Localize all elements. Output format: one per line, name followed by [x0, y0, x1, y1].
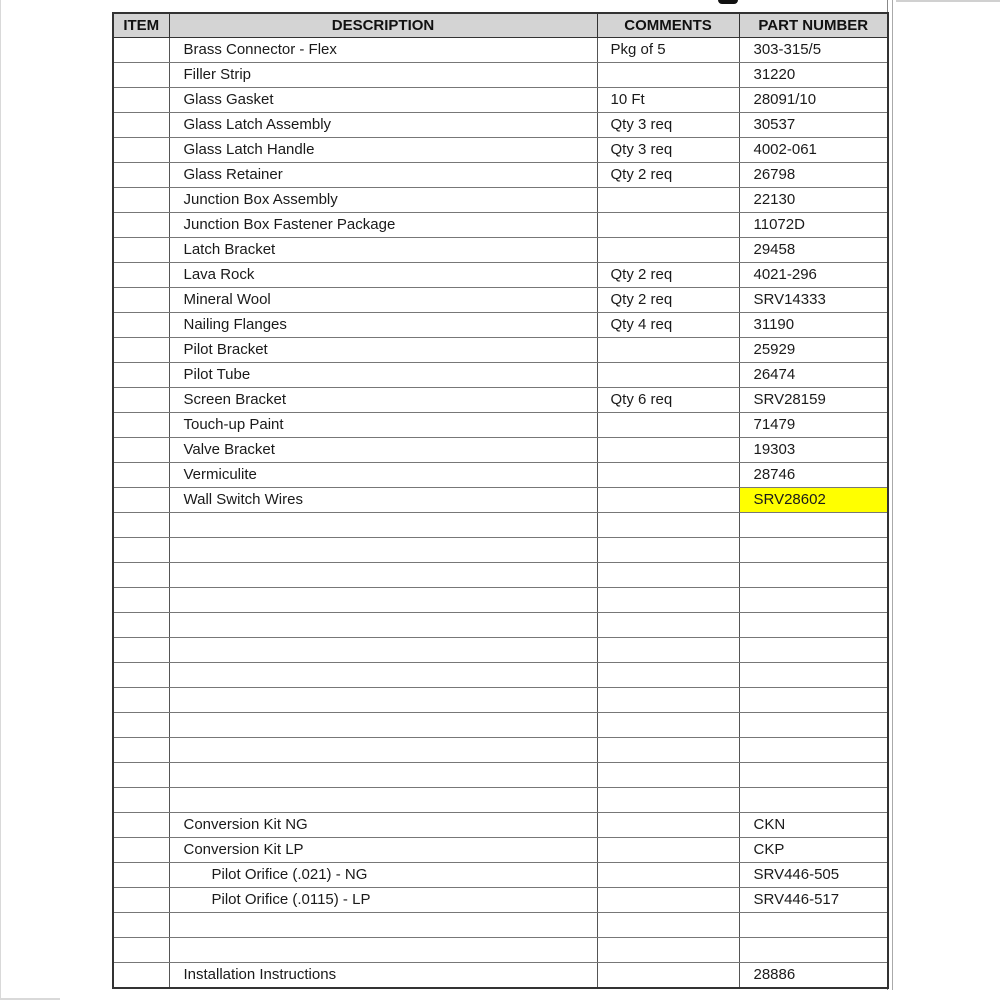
- comments-cell: [597, 638, 739, 663]
- description-cell: Mineral Wool: [169, 288, 597, 313]
- description-cell: Pilot Bracket: [169, 338, 597, 363]
- table-row: [113, 113, 888, 138]
- part-number-cell: [739, 638, 888, 663]
- description-cell: Conversion Kit NG: [169, 813, 597, 838]
- table-row: [113, 463, 888, 488]
- header-description: DESCRIPTION: [169, 13, 597, 38]
- description-cell: [169, 538, 597, 563]
- table-row: [113, 938, 888, 963]
- item-cell: [113, 463, 169, 488]
- item-cell: [113, 513, 169, 538]
- item-cell: [113, 313, 169, 338]
- item-cell: [113, 813, 169, 838]
- part-number-cell: 303-315/5: [739, 38, 888, 63]
- table-row: [113, 888, 888, 913]
- comments-cell: [597, 863, 739, 888]
- description-cell: Latch Bracket: [169, 238, 597, 263]
- item-cell: [113, 238, 169, 263]
- description-cell: [169, 588, 597, 613]
- comments-cell: [597, 813, 739, 838]
- part-number-cell: 28091/10: [739, 88, 888, 113]
- description-cell: Nailing Flanges: [169, 313, 597, 338]
- comments-cell: Qty 2 req: [597, 288, 739, 313]
- comments-cell: [597, 413, 739, 438]
- item-cell: [113, 363, 169, 388]
- comments-cell: [597, 213, 739, 238]
- table-row: [113, 963, 888, 989]
- table-row: [113, 338, 888, 363]
- part-number-cell: SRV28602: [739, 488, 888, 513]
- comments-cell: [597, 713, 739, 738]
- item-cell: [113, 913, 169, 938]
- description-cell: [169, 788, 597, 813]
- item-cell: [113, 138, 169, 163]
- table-row: [113, 88, 888, 113]
- item-cell: [113, 63, 169, 88]
- comments-cell: [597, 788, 739, 813]
- item-cell: [113, 163, 169, 188]
- comments-cell: [597, 563, 739, 588]
- description-cell: Brass Connector - Flex: [169, 38, 597, 63]
- description-cell: [169, 563, 597, 588]
- comments-cell: Qty 3 req: [597, 113, 739, 138]
- item-cell: [113, 663, 169, 688]
- part-number-cell: [739, 588, 888, 613]
- description-cell: Pilot Orifice (.0115) - LP: [169, 888, 597, 913]
- part-number-cell: SRV14333: [739, 288, 888, 313]
- comments-cell: [597, 738, 739, 763]
- item-cell: [113, 763, 169, 788]
- description-cell: [169, 938, 597, 963]
- item-cell: [113, 213, 169, 238]
- header-item: ITEM: [113, 13, 169, 38]
- table-row: [113, 188, 888, 213]
- table-row: [113, 488, 888, 513]
- item-cell: [113, 263, 169, 288]
- table-row: [113, 263, 888, 288]
- comments-cell: [597, 913, 739, 938]
- comments-cell: [597, 888, 739, 913]
- part-number-cell: [739, 513, 888, 538]
- description-cell: [169, 688, 597, 713]
- description-cell: Wall Switch Wires: [169, 488, 597, 513]
- comments-cell: [597, 513, 739, 538]
- description-cell: Glass Gasket: [169, 88, 597, 113]
- description-cell: Vermiculite: [169, 463, 597, 488]
- part-number-cell: 31220: [739, 63, 888, 88]
- comments-cell: [597, 463, 739, 488]
- part-number-cell: [739, 788, 888, 813]
- description-cell: Filler Strip: [169, 63, 597, 88]
- part-number-cell: 29458: [739, 238, 888, 263]
- table-row: [113, 788, 888, 813]
- description-cell: Valve Bracket: [169, 438, 597, 463]
- part-number-cell: [739, 688, 888, 713]
- item-cell: [113, 863, 169, 888]
- comments-cell: [597, 538, 739, 563]
- part-number-cell: [739, 713, 888, 738]
- part-number-cell: [739, 563, 888, 588]
- table-row: [113, 588, 888, 613]
- part-number-cell: [739, 538, 888, 563]
- item-cell: [113, 713, 169, 738]
- part-number-cell: 22130: [739, 188, 888, 213]
- table-row: [113, 413, 888, 438]
- table-row: [113, 613, 888, 638]
- item-cell: [113, 488, 169, 513]
- table-row: [113, 763, 888, 788]
- adjacent-header-edge: [896, 0, 1000, 2]
- description-cell: [169, 513, 597, 538]
- part-number-cell: 25929: [739, 338, 888, 363]
- comments-cell: Pkg of 5: [597, 38, 739, 63]
- description-cell: Conversion Kit LP: [169, 838, 597, 863]
- description-cell: Installation Instructions: [169, 963, 597, 989]
- table-row: [113, 713, 888, 738]
- description-cell: Glass Retainer: [169, 163, 597, 188]
- part-number-cell: [739, 613, 888, 638]
- part-number-cell: 71479: [739, 413, 888, 438]
- item-cell: [113, 38, 169, 63]
- description-cell: [169, 763, 597, 788]
- item-cell: [113, 738, 169, 763]
- description-cell: [169, 738, 597, 763]
- description-cell: [169, 913, 597, 938]
- part-number-cell: [739, 738, 888, 763]
- table-row: [113, 563, 888, 588]
- table-row: [113, 288, 888, 313]
- comments-cell: [597, 488, 739, 513]
- table-row: [113, 838, 888, 863]
- header-comments: COMMENTS: [597, 13, 739, 38]
- table-row: [113, 213, 888, 238]
- comments-cell: Qty 3 req: [597, 138, 739, 163]
- item-cell: [113, 438, 169, 463]
- description-cell: [169, 638, 597, 663]
- part-number-cell: 19303: [739, 438, 888, 463]
- table-row: [113, 238, 888, 263]
- part-number-cell: 30537: [739, 113, 888, 138]
- table-row: [113, 663, 888, 688]
- part-number-cell: [739, 913, 888, 938]
- description-cell: Glass Latch Handle: [169, 138, 597, 163]
- part-number-cell: CKN: [739, 813, 888, 838]
- table-row: [113, 863, 888, 888]
- item-cell: [113, 113, 169, 138]
- table-row: [113, 388, 888, 413]
- comments-cell: [597, 963, 739, 989]
- description-cell: Touch-up Paint: [169, 413, 597, 438]
- table-row: [113, 63, 888, 88]
- part-number-cell: 26474: [739, 363, 888, 388]
- item-cell: [113, 888, 169, 913]
- table-row: [113, 688, 888, 713]
- part-number-cell: 4002-061: [739, 138, 888, 163]
- part-number-cell: 26798: [739, 163, 888, 188]
- page-edge: [0, 0, 1, 1000]
- part-number-cell: [739, 763, 888, 788]
- table-row: [113, 513, 888, 538]
- comments-cell: [597, 838, 739, 863]
- table-row: [113, 363, 888, 388]
- part-number-cell: [739, 938, 888, 963]
- table-row: [113, 738, 888, 763]
- table-row: [113, 913, 888, 938]
- header-row: [113, 13, 888, 38]
- comments-cell: [597, 688, 739, 713]
- part-number-cell: SRV446-517: [739, 888, 888, 913]
- comments-cell: 10 Ft: [597, 88, 739, 113]
- item-cell: [113, 338, 169, 363]
- table-row: [113, 138, 888, 163]
- part-number-cell: 11072D: [739, 213, 888, 238]
- comments-cell: [597, 663, 739, 688]
- table-row: [113, 538, 888, 563]
- part-number-cell: 4021-296: [739, 263, 888, 288]
- comments-cell: [597, 613, 739, 638]
- part-number-cell: CKP: [739, 838, 888, 863]
- item-cell: [113, 838, 169, 863]
- table-row: [113, 638, 888, 663]
- comments-cell: [597, 588, 739, 613]
- item-cell: [113, 388, 169, 413]
- comments-cell: [597, 238, 739, 263]
- comments-cell: Qty 6 req: [597, 388, 739, 413]
- description-cell: Pilot Tube: [169, 363, 597, 388]
- item-cell: [113, 938, 169, 963]
- description-cell: Pilot Orifice (.021) - NG: [169, 863, 597, 888]
- item-cell: [113, 788, 169, 813]
- description-cell: Glass Latch Assembly: [169, 113, 597, 138]
- parts-table: [112, 12, 889, 989]
- comments-cell: Qty 2 req: [597, 163, 739, 188]
- description-cell: [169, 713, 597, 738]
- item-cell: [113, 413, 169, 438]
- part-number-cell: SRV28159: [739, 388, 888, 413]
- part-number-cell: SRV446-505: [739, 863, 888, 888]
- comments-cell: [597, 938, 739, 963]
- table-row: [113, 438, 888, 463]
- header-part-number: PART NUMBER: [739, 13, 888, 38]
- part-number-cell: [739, 663, 888, 688]
- item-cell: [113, 188, 169, 213]
- comments-cell: [597, 63, 739, 88]
- item-cell: [113, 288, 169, 313]
- comments-cell: [597, 363, 739, 388]
- comments-cell: Qty 2 req: [597, 263, 739, 288]
- item-cell: [113, 613, 169, 638]
- item-cell: [113, 963, 169, 989]
- part-number-cell: 28886: [739, 963, 888, 989]
- item-cell: [113, 88, 169, 113]
- description-cell: Screen Bracket: [169, 388, 597, 413]
- comments-cell: [597, 338, 739, 363]
- item-cell: [113, 563, 169, 588]
- description-cell: [169, 663, 597, 688]
- table-row: [113, 813, 888, 838]
- page-cut-mark: [718, 0, 738, 4]
- item-cell: [113, 688, 169, 713]
- table-row: [113, 38, 888, 63]
- comments-cell: [597, 188, 739, 213]
- item-cell: [113, 538, 169, 563]
- comments-cell: [597, 438, 739, 463]
- comments-cell: [597, 763, 739, 788]
- part-number-cell: 31190: [739, 313, 888, 338]
- table-row: [113, 163, 888, 188]
- item-cell: [113, 588, 169, 613]
- table-row: [113, 313, 888, 338]
- description-cell: Lava Rock: [169, 263, 597, 288]
- part-number-cell: 28746: [739, 463, 888, 488]
- item-cell: [113, 638, 169, 663]
- description-cell: Junction Box Fastener Package: [169, 213, 597, 238]
- comments-cell: Qty 4 req: [597, 313, 739, 338]
- description-cell: Junction Box Assembly: [169, 188, 597, 213]
- description-cell: [169, 613, 597, 638]
